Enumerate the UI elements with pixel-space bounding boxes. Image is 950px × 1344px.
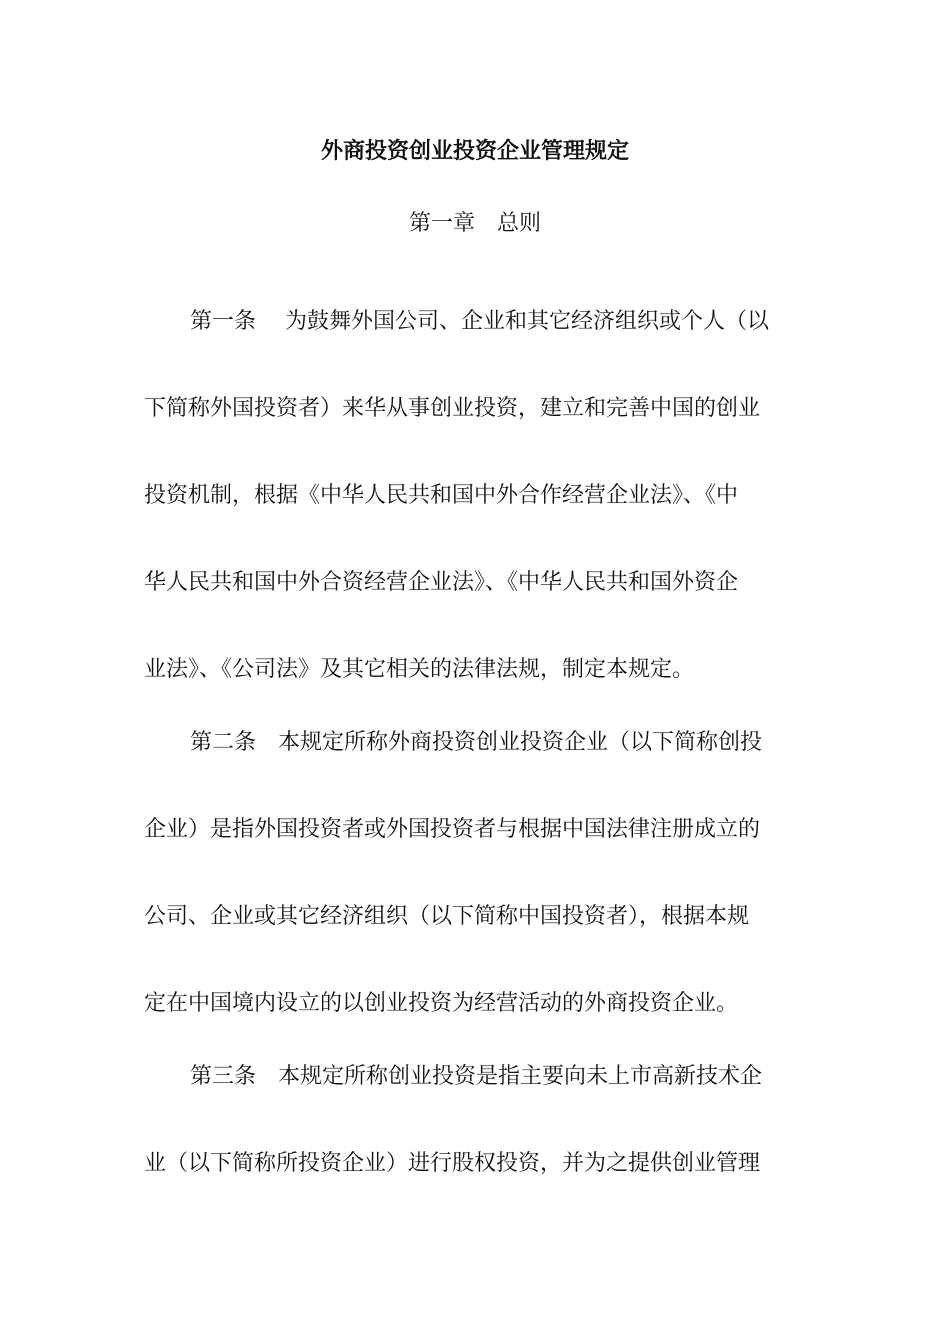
article-3-line-1: 第三条 本规定所称创业投资是指主要向未上市高新技术企 <box>190 1064 763 1089</box>
article-2-line-4: 定在中国境内设立的以创业投资为经营活动的外商投资企业。 <box>144 991 739 1016</box>
article-1-line-4: 华人民共和国中外合资经营企业法》、《中华人民共和国外资企 <box>144 570 739 595</box>
article-1-line-3: 投资机制，根据《中华人民共和国中外合作经营企业法》、《中 <box>144 483 739 508</box>
article-1-line-2: 下简称外国投资者）来华从事创业投资，建立和完善中国的创业 <box>144 396 761 421</box>
article-2-line-2: 企业）是指外国投资者或外国投资者与根据中国法律注册成立的 <box>144 817 761 842</box>
chapter-heading: 第一章 总则 <box>408 211 541 236</box>
document-title: 外商投资创业投资企业管理规定 <box>320 139 629 164</box>
article-1-line-1: 第一条 为鼓舞外国公司、企业和其它经济组织或个人（以 <box>190 309 769 334</box>
article-2-line-1: 第二条 本规定所称外商投资创业投资企业（以下简称创投 <box>190 730 763 755</box>
article-2-line-3: 公司、企业或其它经济组织（以下简称中国投资者），根据本规 <box>144 904 750 929</box>
article-3-line-2: 业（以下简称所投资企业）进行股权投资，并为之提供创业管理 <box>144 1151 761 1176</box>
article-1-line-5: 业法》、《公司法》及其它相关的法律法规，制定本规定。 <box>144 657 695 682</box>
